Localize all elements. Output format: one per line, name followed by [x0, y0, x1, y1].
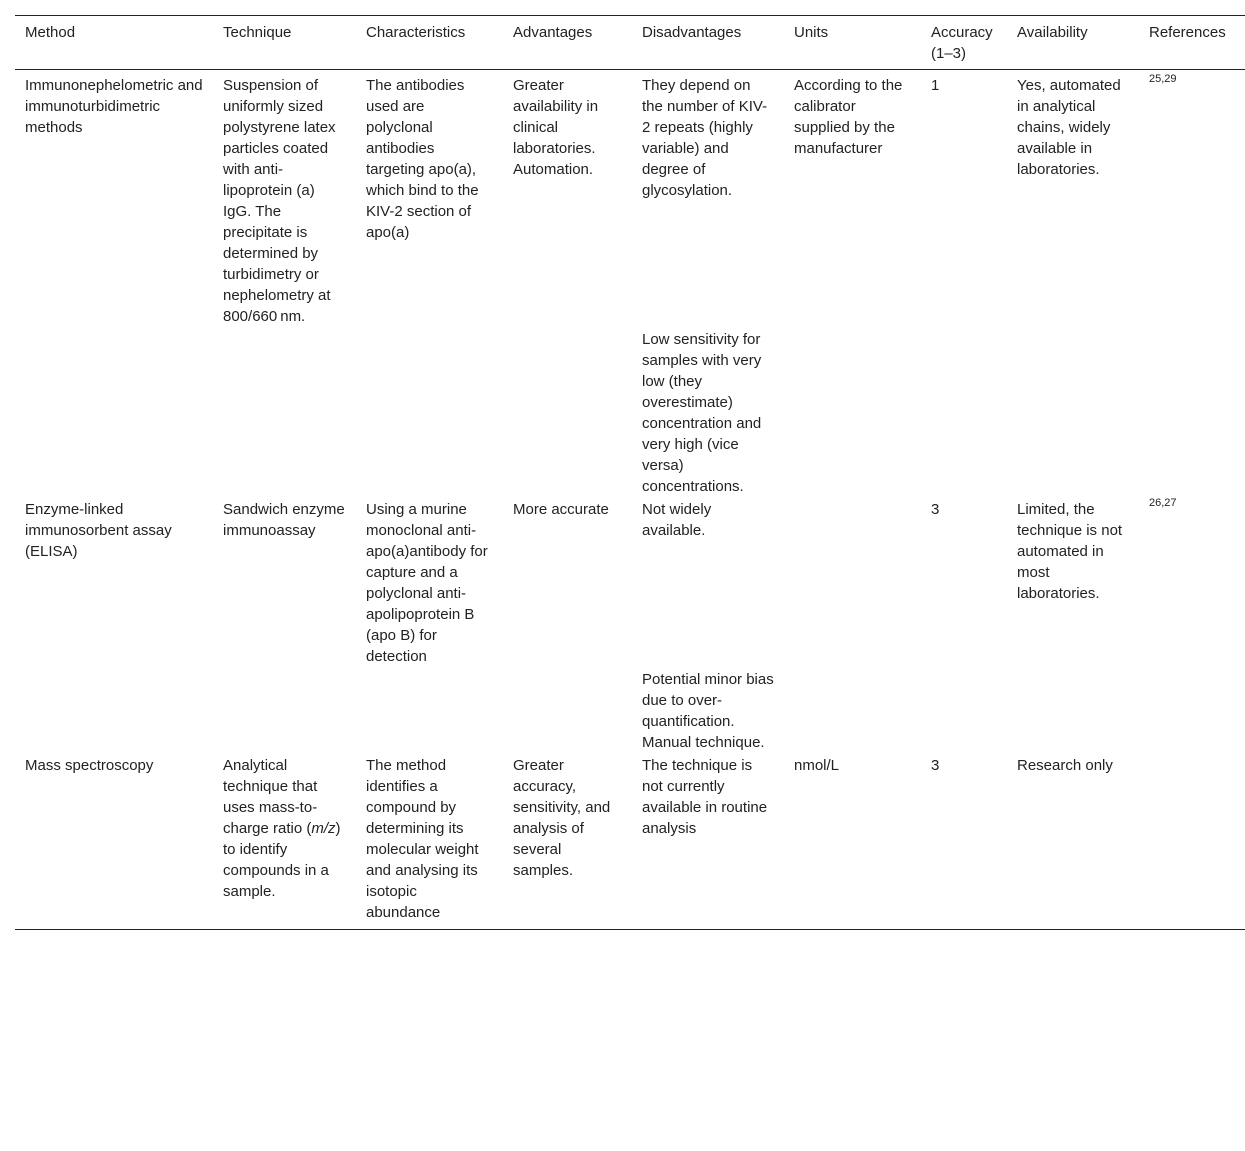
- header-characteristics: Characteristics: [356, 16, 503, 70]
- cell-disadvantages: Potential minor bias due to over-quantification. Manual technique.: [642, 671, 774, 751]
- header-references: References: [1139, 16, 1245, 70]
- cell-method: [15, 328, 213, 498]
- cell-technique: Suspension of uniformly sized polystyrene latex particles coated with anti-lipoprotein (a) IgG. The precipitate is determined by turbidimetry or nephelometry at 800/660 nm.: [223, 77, 336, 325]
- cell-accuracy: [921, 668, 1007, 754]
- cell-accuracy: 3: [931, 757, 940, 774]
- cell-references: [1139, 70, 1245, 329]
- cell-technique: [213, 668, 356, 754]
- header-disadvantages: Disadvantages: [632, 16, 784, 70]
- cell-characteristics: The method identifies a compound by determining its molecular weight and analysing its isotopic abundance: [366, 757, 479, 921]
- cell-units: According to the calibrator supplied by the manufacturer: [794, 77, 903, 157]
- cell-advantages: [503, 328, 632, 498]
- cell-technique: [213, 754, 356, 930]
- table-row-continuation: [15, 328, 1245, 498]
- cell-disadvantages: Low sensitivity for samples with very low (they overestimate) concentration and very high (vice versa) concentrations.: [642, 331, 762, 495]
- cell-technique: [213, 328, 356, 498]
- reference-superscript: 25,29: [1149, 73, 1177, 85]
- cell-method: Enzyme-linked immunosorbent assay (ELISA): [25, 501, 172, 560]
- methods-comparison-table: [15, 15, 1245, 930]
- cell-units: [784, 668, 921, 754]
- cell-units: [784, 498, 921, 668]
- cell-accuracy: 3: [931, 501, 940, 518]
- table-row-continuation: [15, 668, 1245, 754]
- technique-text-italic: m/z: [311, 820, 336, 837]
- cell-method: Immunonephelometric and immunoturbidimetric methods: [25, 77, 203, 136]
- cell-technique: Sandwich enzyme immunoassay: [223, 501, 345, 539]
- table-body: [15, 70, 1245, 930]
- cell-advantages: Greater accuracy, sensitivity, and analysis of several samples.: [513, 757, 611, 879]
- cell-availability: Research only: [1017, 757, 1113, 774]
- header-technique: Technique: [213, 16, 356, 70]
- table-row: [15, 70, 1245, 329]
- cell-references: [1139, 754, 1245, 930]
- header-row: [15, 16, 1245, 70]
- cell-availability: [1007, 328, 1139, 498]
- cell-disadvantages: The technique is not currently available in routine analysis: [642, 757, 768, 837]
- table-row: [15, 754, 1245, 930]
- cell-references: [1139, 668, 1245, 754]
- cell-disadvantages: Not widely available.: [642, 501, 712, 539]
- cell-accuracy: [921, 328, 1007, 498]
- cell-advantages: Greater availability in clinical laboratories. Automation.: [513, 77, 599, 178]
- cell-characteristics: [356, 668, 503, 754]
- cell-units: nmol/L: [794, 757, 840, 774]
- cell-references: [1139, 328, 1245, 498]
- header-advantages: Advantages: [503, 16, 632, 70]
- cell-availability: Yes, automated in analytical chains, widely available in laboratories.: [1017, 77, 1121, 178]
- cell-accuracy: 1: [931, 77, 940, 94]
- cell-characteristics: The antibodies used are polyclonal antibodies targeting apo(a), which bind to the KIV-2 section of apo(a): [366, 77, 479, 241]
- technique-text-pre: Analytical technique that uses mass-to-charge ratio (: [223, 757, 318, 837]
- reference-superscript: 26,27: [1149, 497, 1177, 509]
- cell-availability: Limited, the technique is not automated in most laboratories.: [1017, 501, 1123, 602]
- cell-method: [15, 668, 213, 754]
- table-header: [15, 16, 1245, 70]
- cell-advantages: [503, 668, 632, 754]
- header-method: Method: [15, 16, 213, 70]
- header-availability: Availability: [1007, 16, 1139, 70]
- cell-units: [784, 328, 921, 498]
- methods-table-container: [15, 15, 1245, 930]
- technique-text-post: ) to identify compounds in a sample.: [223, 820, 341, 900]
- cell-availability: [1007, 668, 1139, 754]
- cell-characteristics: Using a murine monoclonal anti-apo(a)antibody for capture and a polyclonal anti-apolipoprotein B (apo B) for detection: [366, 501, 488, 665]
- cell-advantages: More accurate: [513, 501, 609, 518]
- cell-references: [1139, 498, 1245, 668]
- header-units: Units: [784, 16, 921, 70]
- cell-disadvantages: They depend on the number of KIV-2 repeats (highly variable) and degree of glycosylation.: [642, 77, 768, 199]
- cell-method: Mass spectroscopy: [25, 757, 154, 774]
- table-row: [15, 498, 1245, 668]
- header-accuracy: Accuracy (1–3): [921, 16, 1007, 70]
- cell-characteristics: [356, 328, 503, 498]
